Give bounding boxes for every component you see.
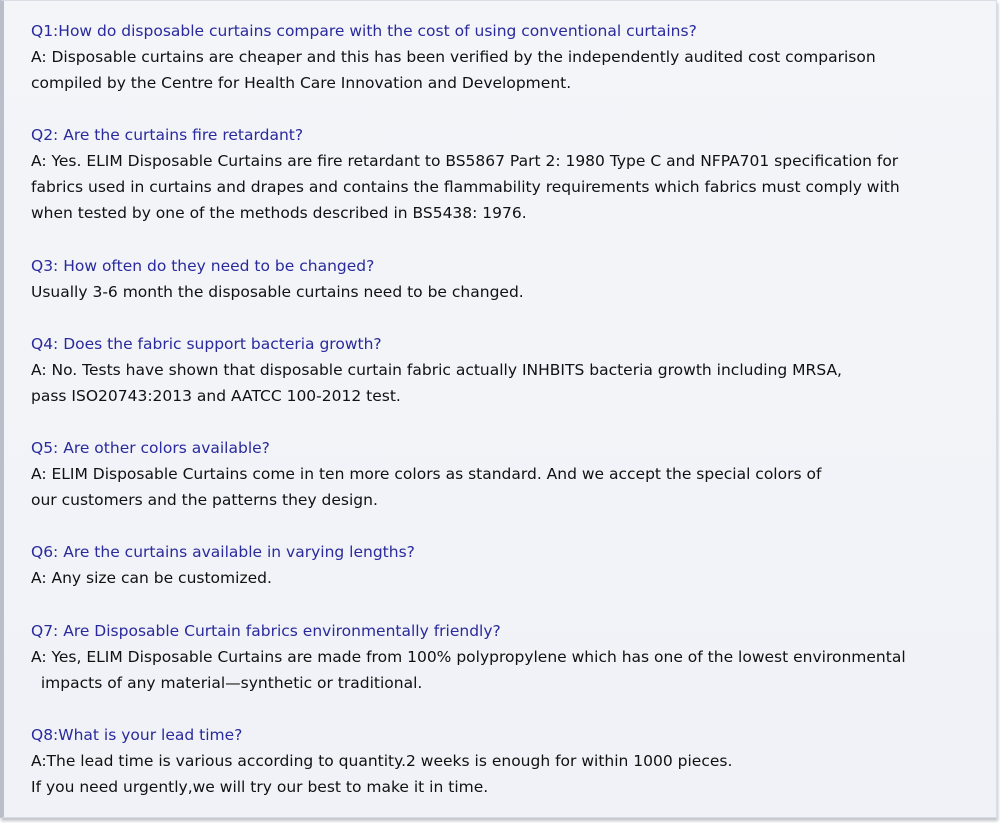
faq-item-1	[31, 18, 984, 96]
faq-answer-1: A: Disposable curtains are cheaper and this has been verified by the independently audited cost comparison compiled by the Centre for Health Care Innovation and Development.	[31, 48, 876, 92]
faq-question-6: Q6: Are the curtains available in varying lengths?	[31, 543, 415, 561]
faq-question-5: Q5: Are other colors available?	[31, 439, 270, 457]
faq-item-4	[31, 331, 984, 409]
faq-item-2	[31, 122, 984, 226]
faq-item-8	[31, 722, 984, 800]
faq-item-5	[31, 435, 984, 513]
faq-answer-4: A: No. Tests have shown that disposable curtain fabric actually INHBITS bacteria growth including MRSA, pass ISO20743:2013 and AATCC 100-2012 test.	[31, 361, 842, 405]
faq-item-3	[31, 253, 984, 305]
faq-answer-5: A: ELIM Disposable Curtains come in ten more colors as standard. And we accept the special colors of our customers and the patterns they design.	[31, 465, 822, 509]
faq-question-7: Q7: Are Disposable Curtain fabrics environmentally friendly?	[31, 622, 501, 640]
faq-answer-6: A: Any size can be customized.	[31, 569, 272, 587]
faq-question-2: Q2: Are the curtains fire retardant?	[31, 126, 304, 144]
faq-question-1: Q1:How do disposable curtains compare with the cost of using conventional curtains?	[31, 22, 697, 40]
faq-question-3: Q3: How often do they need to be changed?	[31, 257, 375, 275]
faq-question-4: Q4: Does the fabric support bacteria growth?	[31, 335, 382, 353]
faq-answer-8: A:The lead time is various according to quantity.2 weeks is enough for within 1000 pieces. If you need urgently,we will try our best to make it in time.	[31, 752, 733, 796]
faq-answer-3: Usually 3-6 month the disposable curtains need to be changed.	[31, 283, 524, 301]
faq-answer-2: A: Yes. ELIM Disposable Curtains are fire retardant to BS5867 Part 2: 1980 Type C and NFPA701 specification for fabrics used in curtains and drapes and contains the flammability requirements which fabrics must comply with when tested by one of the methods described in BS5438: 1976.	[31, 152, 900, 222]
faq-item-6	[31, 539, 984, 591]
faq-question-8: Q8:What is your lead time?	[31, 726, 243, 744]
faq-answer-7: A: Yes, ELIM Disposable Curtains are made from 100% polypropylene which has one of the lowest environmental impacts of any material—synthetic or traditional.	[31, 648, 906, 692]
faq-item-7	[31, 618, 984, 696]
